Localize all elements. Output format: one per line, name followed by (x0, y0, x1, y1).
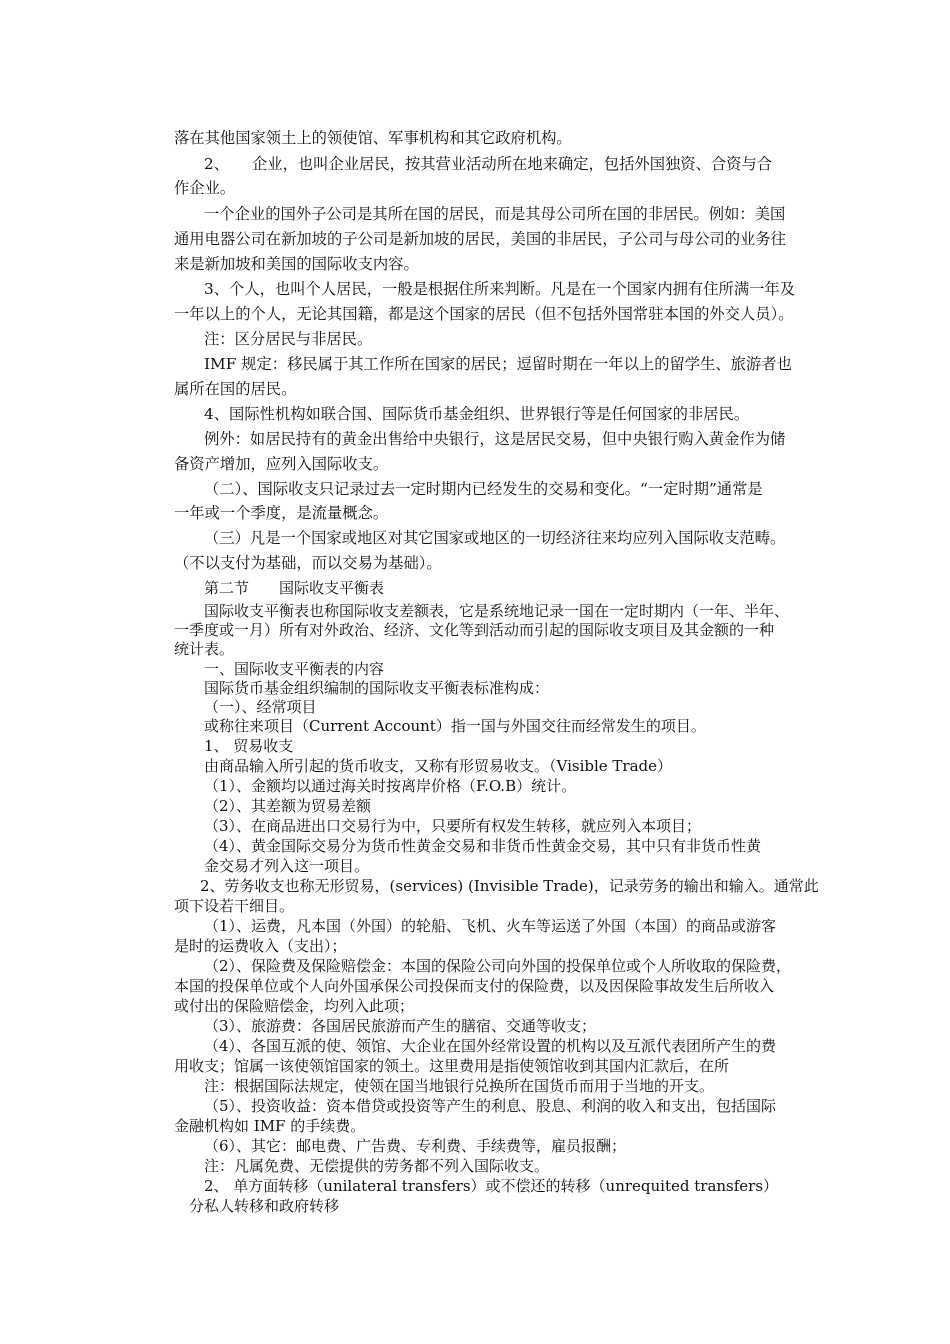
text-line: 2、劳务收支也称无形贸易，(services) (Invisible Trade)，记录劳务的输出和输入。通常此 (200, 877, 819, 895)
text-line: 属所在国的居民。 (174, 380, 297, 398)
text-line: 通用电器公司在新加坡的子公司是新加坡的居民，美国的非居民，子公司与母公司的业务往 (174, 230, 786, 248)
text-line: （1）、运费，凡本国（外国）的轮船、飞机、火车等运送了外国（本国）的商品或游客 (204, 917, 777, 935)
text-line: （3）、在商品进出口交易行为中，只要所有权发生转移，就应列入本项目； (204, 817, 702, 835)
text-line: 国际货币基金组织编制的国际收支平衡表标准构成： (204, 679, 550, 697)
text-line: （4）、黄金国际交易分为货币性黄金交易和非货币性黄金交易，其中只有非货币性黄 (204, 837, 762, 855)
text-line: 例外：如居民持有的黄金出售给中央银行，这是居民交易，但中央银行购入黄金作为储 (204, 430, 786, 448)
text-line: IMF 规定：移民属于其工作所在国家的居民；逗留时期在一年以上的留学生、旅游者也 (204, 355, 792, 373)
text-line: 是时的运费收入（支出）； (174, 937, 347, 955)
text-line: （二）、国际收支只记录过去一定时期内已经发生的交易和变化。“一定时期”通常是 (204, 480, 763, 498)
text-line: 落在其他国家领土上的领使馆、军事机构和其它政府机构。 (174, 129, 572, 147)
text-line: 一个企业的国外子公司是其所在国的居民，而是其母公司所在国的非居民。例如：美国 (204, 205, 786, 223)
text-line: （2）、保险费及保险赔偿金：本国的保险公司向外国的投保单位或个人所收取的保险费， (204, 957, 792, 975)
text-line: （一）、经常项目 (204, 698, 317, 716)
text-line: 注：区分居民与非居民。 (204, 330, 373, 348)
text-line: 或付出的保险赔偿金，均列入此项； (174, 997, 415, 1015)
text-line: （三）凡是一个国家或地区对其它国家或地区的一切经济往来均应列入国际收支范畴。 (204, 529, 786, 547)
text-line: 备资产增加，应列入国际收支。 (174, 455, 389, 473)
text-line: 统计表。 (174, 640, 235, 658)
text-line: 用收支；馆属一该使领馆国家的领土。这里费用是指使领馆收到其国内汇款后，在所 (174, 1057, 730, 1075)
text-line: 4、国际性机构如联合国、国际货币基金组织、世界银行等是任何国家的非居民。 (204, 405, 750, 423)
text-line: 由商品输入所引起的货币收支，又称有形贸易收支。（Visible Trade） (204, 757, 673, 775)
text-line: 注：凡属免费、无偿提供的劳务都不列入国际收支。 (204, 1157, 550, 1175)
text-line: 本国的投保单位或个人向外国承保公司投保而支付的保险费，以及因保险事故发生后所收入 (174, 977, 775, 995)
text-line: （1）、金额均以通过海关时按离岸价格（F.O.B）统计。 (204, 777, 577, 795)
text-line: 分私人转移和政府转移 (189, 1197, 340, 1215)
text-line: 金融机构如 IMF 的手续费。 (174, 1117, 366, 1135)
text-line: （不以支付为基础，而以交易为基础）。 (174, 554, 442, 572)
text-line: 作企业。 (174, 179, 236, 197)
text-line: （3）、旅游费：各国居民旅游而产生的膳宿、交通等收支； (204, 1017, 597, 1035)
text-line: 一年或一个季度，是流量概念。 (174, 504, 389, 522)
text-line: 2、 企业，也叫企业居民，按其营业活动所在地来确定，包括外国独资、合资与合 (204, 155, 773, 173)
text-line: （2）、其差额为贸易差额 (204, 797, 372, 815)
text-line: 金交易才列入这一项目。 (204, 857, 370, 875)
text-line: （5）、投资收益：资本借贷或投资等产生的利息、股息、利润的收入和支出，包括国际 (204, 1097, 777, 1115)
text-line: 或称往来项目（Current Account）指一国与外国交往而经常发生的项目。 (204, 717, 706, 735)
text-line: 一年以上的个人，无论其国籍，都是这个国家的居民（但不包括外国常驻本国的外交人员）。 (174, 305, 794, 323)
text-line: 一、国际收支平衡表的内容 (204, 660, 385, 678)
section-heading: 第二节 国际收支平衡表 (204, 579, 385, 597)
text-line: 注：根据国际法规定，使领在国当地银行兑换所在国货币而用于当地的开支。 (204, 1077, 715, 1095)
text-line: 国际收支平衡表也称国际收支差额表，它是系统地记录一国在一定时期内（一年、半年、 (204, 602, 790, 620)
text-line: 来是新加坡和美国的国际收支内容。 (174, 255, 419, 273)
text-line: （6）、其它：邮电费、广告费、专利费、手续费等，雇员报酬； (204, 1137, 627, 1155)
text-line: 一季度或一月）所有对外政治、经济、文化等到活动而引起的国际收支项目及其金额的一种 (174, 621, 775, 639)
text-line: 项下设若干细目。 (174, 897, 295, 915)
text-line: 2、 单方面转移（unilateral transfers）或不偿还的转移（unrequited transfers） (204, 1177, 779, 1195)
text-line: （4）、各国互派的使、领馆、大企业在国外经常设置的机构以及互派代表团所产生的费 (204, 1037, 777, 1055)
text-line: 1、 贸易收支 (204, 737, 294, 755)
text-line: 3、个人，也叫个人居民，一般是根据住所来判断。凡是在一个国家内拥有住所满一年及 (204, 280, 796, 298)
